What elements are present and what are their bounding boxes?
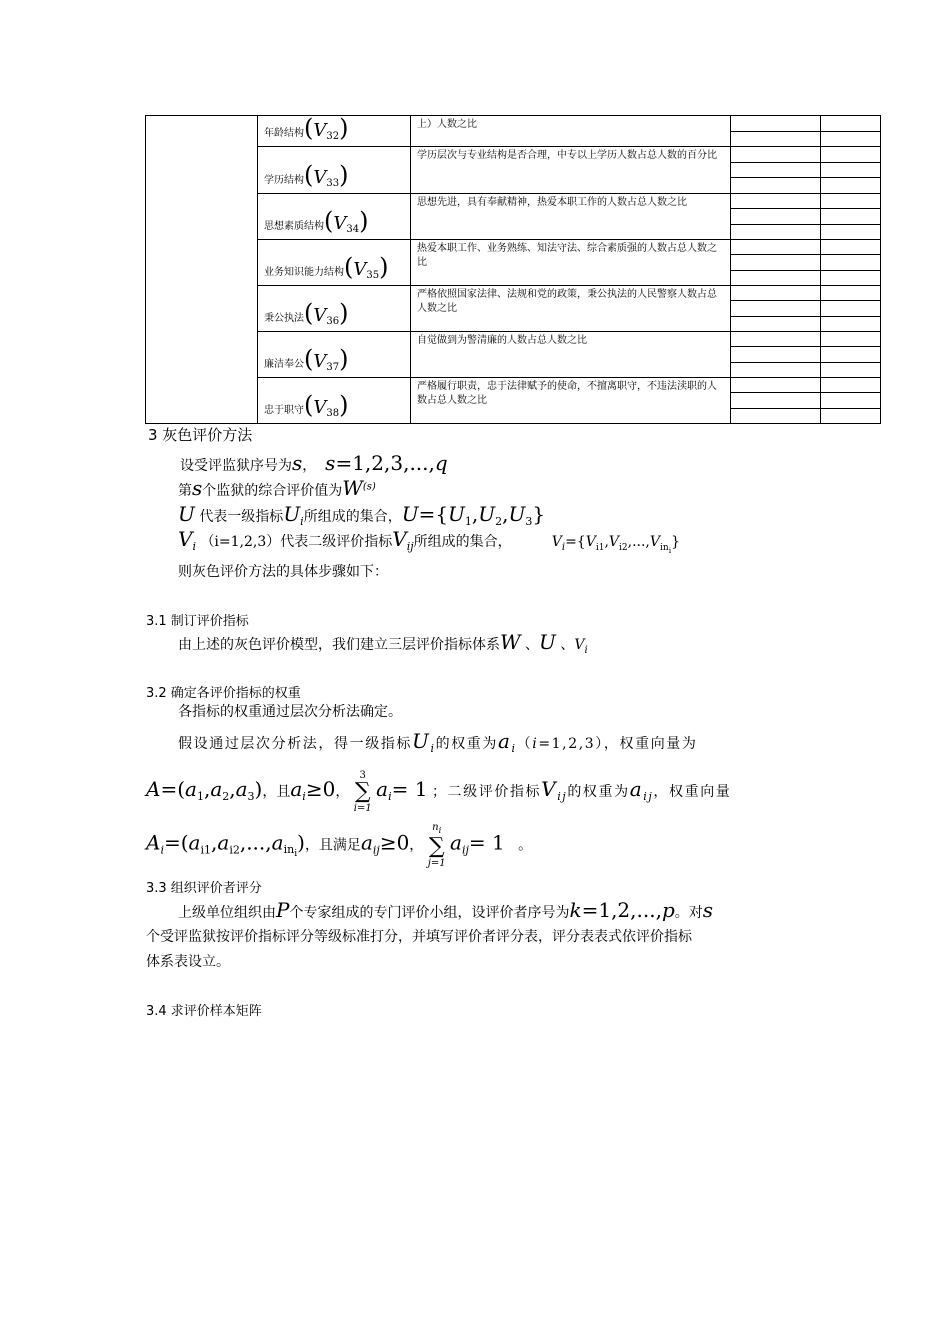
indicator-description-cell: 思想先进，具有奉献精神，热爱本职工作的人数占总人数之比 [411, 193, 731, 239]
indicator-description-cell: 自觉做到为警清廉的人数占总人数之比 [411, 331, 731, 377]
section-3-line-2: 第s个监狱的综合评价值为$W^{(s)}$ [178, 476, 376, 500]
section-3-line-3: U 代表一级指标$U_i$所组成的集合，$U=\{U_1,U_2,U_3\}$ [178, 502, 546, 528]
score-cell [821, 162, 881, 178]
score-cell [731, 331, 821, 346]
score-cell [821, 347, 881, 362]
score-cell [821, 377, 881, 392]
score-cell [731, 347, 821, 362]
indicator-name-cell: 思想素质结构(V34) [258, 193, 411, 239]
score-cell [821, 285, 881, 300]
indicator-name: 忠于职守 [264, 404, 304, 416]
score-cell [821, 393, 881, 408]
section-3-3-text-1: 上级单位组织由P个专家组成的专门评价小组，设评价者序号为k=1,2,...,p。对s [178, 898, 714, 922]
score-cell [821, 270, 881, 285]
score-cell [731, 239, 821, 254]
score-cell [731, 178, 821, 194]
indicator-name: 学历结构 [264, 174, 304, 186]
score-cell [731, 285, 821, 300]
score-cell [731, 301, 821, 316]
score-cell [731, 147, 821, 163]
score-cell [731, 224, 821, 239]
section-3-line-1: 设受评监狱序号为s， s=1,2,3,...,q [180, 451, 448, 475]
category-cell [146, 116, 258, 424]
score-cell [821, 239, 881, 254]
indicator-name-cell: 年龄结构(V32) [258, 116, 411, 147]
score-cell [821, 301, 881, 316]
section-3-1-heading: 3.1 制订评价指标 [146, 614, 249, 629]
section-3-line-4: $V_i$ （i=1,2,3）代表二级评价指标$V_{ij}$所组成的集合， $V_i=\{V_{i1},V_{i2},...,V_{in_i}\}$ [178, 527, 681, 555]
section-3-1-text: 由上述的灰色评价模型，我们建立三层评价指标体系W 、U 、$V_i$ [178, 630, 588, 656]
evaluation-index-table [145, 115, 881, 424]
score-cell [731, 377, 821, 392]
section-3-2-heading: 3.2 确定各评价指标的权重 [146, 686, 301, 701]
indicator-name-cell: 学历结构(V33) [258, 147, 411, 194]
score-cell [731, 162, 821, 178]
score-cell [821, 255, 881, 270]
indicator-name-cell: 忠于职守(V38) [258, 377, 411, 423]
indicator-description-cell: 热爱本职工作、业务熟练、知法守法、综合素质强的人数占总人数之比 [411, 239, 731, 285]
section-3-2-text-4: $A_i=(a_{i1},a_{i2},...,a_{in_i})$，且满足$a_{ij}\ge 0$， $n_i$ ∑ j=1 $a_{ij}= 1$ 。 [146, 822, 533, 869]
indicator-name-cell: 秉公执法(V36) [258, 285, 411, 331]
score-cell [821, 116, 881, 132]
indicator-name: 业务知识能力结构 [264, 266, 344, 278]
score-cell [731, 255, 821, 270]
section-3-3-text-2: 个受评监狱按评价指标评分等级标准打分，并填写评价者评分表，评分表表式依评价指标 [146, 929, 692, 945]
score-cell [731, 209, 821, 224]
section-3-3-heading: 3.3 组织评价者评分 [146, 881, 262, 896]
score-cell [821, 316, 881, 331]
section-3-heading: 3 灰色评价方法 [148, 426, 253, 444]
score-cell [731, 393, 821, 408]
score-cell [821, 178, 881, 194]
score-cell [821, 209, 881, 224]
score-cell [731, 131, 821, 147]
indicator-description-cell: 学历层次与专业结构是否合理，中专以上学历人数占总人数的百分比 [411, 147, 731, 194]
indicator-name: 秉公执法 [264, 312, 304, 324]
score-cell [731, 193, 821, 208]
section-3-2-text-1: 各指标的权重通过层次分析法确定。 [178, 704, 402, 720]
score-cell [821, 331, 881, 346]
section-3-3-text-3: 体系表设立。 [146, 954, 230, 970]
score-cell [821, 193, 881, 208]
score-cell [821, 147, 881, 163]
indicator-name-cell: 业务知识能力结构(V35) [258, 239, 411, 285]
indicator-name: 思想素质结构 [264, 220, 324, 232]
section-3-2-text-2: 假设通过层次分析法，得一级指标$U_i$的权重为$a_i(i=1,2,3)$，权重向量为 [178, 729, 698, 755]
score-cell [731, 316, 821, 331]
indicator-description-cell: 严格依照国家法律、法规和党的政策，秉公执法的人民警察人数占总人数之比 [411, 285, 731, 331]
score-cell [731, 408, 821, 423]
score-cell [821, 224, 881, 239]
score-cell [731, 116, 821, 132]
section-3-2-text-3: $A=(a_1,a_2,a_3)$，且$a_i\ge 0$， 3 ∑ i=1 $a_i= 1$ ；二级评价指标$V_{ij}$的权重为$a_{ij}$，权重向量 [146, 770, 732, 814]
section-3-line-5: 则灰色评价方法的具体步骤如下： [178, 564, 388, 580]
indicator-description-cell: 上）人数之比 [411, 116, 731, 147]
score-cell [731, 362, 821, 377]
indicator-name: 年龄结构 [264, 128, 304, 139]
section-3-4-heading: 3.4 求评价样本矩阵 [146, 1004, 262, 1019]
indicator-description-cell: 严格履行职责，忠于法律赋予的使命，不擅离职守，不违法渎职的人数占总人数之比 [411, 377, 731, 423]
score-cell [821, 362, 881, 377]
score-cell [821, 408, 881, 423]
score-cell [821, 131, 881, 147]
score-cell [731, 270, 821, 285]
indicator-name-cell: 廉洁奉公(V37) [258, 331, 411, 377]
table-row [146, 116, 881, 132]
indicator-name: 廉洁奉公 [264, 358, 304, 370]
